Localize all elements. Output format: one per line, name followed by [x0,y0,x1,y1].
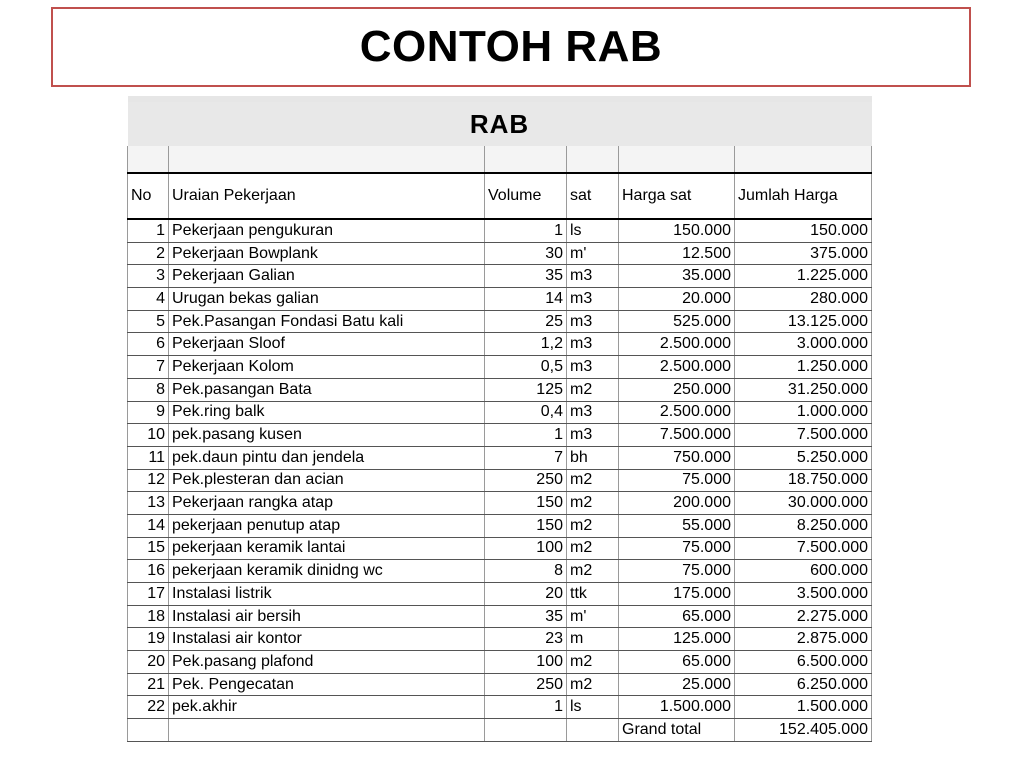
col-header-jumlah-harga: Jumlah Harga [735,173,872,219]
cell-uraian: pekerjaan keramik dinidng wc [169,560,485,583]
cell-volume: 150 [485,514,567,537]
table-row [128,605,872,628]
table-row [128,288,872,311]
grand-total-row [128,719,872,742]
cell-sat: m2 [567,492,619,515]
cell-sat: m2 [567,560,619,583]
col-header-no: No [128,173,169,219]
cell-uraian: Urugan bekas galian [169,288,485,311]
empty-cell [485,719,567,742]
cell-uraian: pek.daun pintu dan jendela [169,446,485,469]
cell-no: 11 [128,446,169,469]
table-row [128,492,872,515]
table-row [128,560,872,583]
cell-volume: 150 [485,492,567,515]
grand-total-label: Grand total [619,719,735,742]
cell-harga-sat: 2.500.000 [619,401,735,424]
cell-uraian: Pek. Pengecatan [169,673,485,696]
cell-uraian: Pekerjaan Kolom [169,356,485,379]
cell-uraian: Pekerjaan Sloof [169,333,485,356]
cell-no: 14 [128,514,169,537]
cell-jumlah-harga: 2.275.000 [735,605,872,628]
cell-jumlah-harga: 6.250.000 [735,673,872,696]
cell-jumlah-harga: 6.500.000 [735,651,872,674]
table-row [128,378,872,401]
cell-harga-sat: 200.000 [619,492,735,515]
cell-sat: m2 [567,673,619,696]
cell-volume: 1 [485,696,567,719]
cell-volume: 100 [485,651,567,674]
rab-table [127,96,872,742]
table-row [128,673,872,696]
cell-harga-sat: 2.500.000 [619,356,735,379]
grand-total-value: 152.405.000 [735,719,872,742]
cell-sat: ttk [567,583,619,606]
table-row [128,537,872,560]
cell-sat: m3 [567,265,619,288]
table-row [128,265,872,288]
cell-sat: ls [567,696,619,719]
cell-uraian: pekerjaan keramik lantai [169,537,485,560]
sheet-title: RAB [128,102,872,146]
cell-sat: m3 [567,401,619,424]
cell-jumlah-harga: 7.500.000 [735,424,872,447]
cell-volume: 35 [485,605,567,628]
cell-harga-sat: 175.000 [619,583,735,606]
cell-sat: m2 [567,651,619,674]
cell-no: 6 [128,333,169,356]
header-row [128,173,872,219]
cell-uraian: pek.pasang kusen [169,424,485,447]
cell-volume: 100 [485,537,567,560]
cell-jumlah-harga: 1.500.000 [735,696,872,719]
cell-uraian: Instalasi air kontor [169,628,485,651]
cell-volume: 35 [485,265,567,288]
cell-volume: 250 [485,469,567,492]
cell-uraian: Instalasi listrik [169,583,485,606]
cell-jumlah-harga: 7.500.000 [735,537,872,560]
table-row [128,401,872,424]
col-header-volume: Volume [485,173,567,219]
table-row [128,651,872,674]
cell-no: 19 [128,628,169,651]
cell-no: 7 [128,356,169,379]
cell-sat: m2 [567,378,619,401]
cell-uraian: Pek.pasang plafond [169,651,485,674]
cell-volume: 30 [485,242,567,265]
cell-volume: 14 [485,288,567,311]
cell-no: 10 [128,424,169,447]
cell-no: 8 [128,378,169,401]
table-row [128,219,872,242]
empty-cell [567,719,619,742]
cell-uraian: Pekerjaan Bowplank [169,242,485,265]
cell-sat: m3 [567,356,619,379]
cell-jumlah-harga: 1.250.000 [735,356,872,379]
cell-uraian: Pekerjaan pengukuran [169,219,485,242]
cell-jumlah-harga: 3.000.000 [735,333,872,356]
table-row [128,628,872,651]
cell-jumlah-harga: 3.500.000 [735,583,872,606]
cell-volume: 1 [485,424,567,447]
cell-volume: 23 [485,628,567,651]
cell-jumlah-harga: 600.000 [735,560,872,583]
cell-no: 3 [128,265,169,288]
cell-volume: 0,5 [485,356,567,379]
cell-no: 20 [128,651,169,674]
slide-title: CONTOH RAB [359,22,663,71]
cell-uraian: Pekerjaan Galian [169,265,485,288]
cell-sat: m2 [567,469,619,492]
cell-no: 1 [128,219,169,242]
cell-uraian: Pek.Pasangan Fondasi Batu kali [169,310,485,333]
cell-sat: m' [567,605,619,628]
table-row [128,514,872,537]
cell-no: 4 [128,288,169,311]
gap-row [128,146,872,173]
cell-harga-sat: 20.000 [619,288,735,311]
cell-uraian: pekerjaan penutup atap [169,514,485,537]
cell-harga-sat: 75.000 [619,537,735,560]
cell-jumlah-harga: 375.000 [735,242,872,265]
cell-harga-sat: 250.000 [619,378,735,401]
cell-jumlah-harga: 30.000.000 [735,492,872,515]
cell-harga-sat: 75.000 [619,560,735,583]
cell-harga-sat: 2.500.000 [619,333,735,356]
cell-sat: m3 [567,333,619,356]
cell-uraian: Pek.plesteran dan acian [169,469,485,492]
empty-cell [169,719,485,742]
cell-harga-sat: 35.000 [619,265,735,288]
cell-jumlah-harga: 13.125.000 [735,310,872,333]
table-row [128,469,872,492]
cell-harga-sat: 25.000 [619,673,735,696]
table-row [128,310,872,333]
cell-harga-sat: 750.000 [619,446,735,469]
cell-harga-sat: 125.000 [619,628,735,651]
cell-sat: m' [567,242,619,265]
table-row [128,446,872,469]
cell-volume: 8 [485,560,567,583]
table-row [128,242,872,265]
cell-volume: 1 [485,219,567,242]
cell-no: 2 [128,242,169,265]
cell-harga-sat: 55.000 [619,514,735,537]
cell-sat: m3 [567,288,619,311]
col-header-sat: sat [567,173,619,219]
table-row [128,696,872,719]
sheet-title-row [128,102,872,146]
cell-volume: 125 [485,378,567,401]
cell-no: 13 [128,492,169,515]
cell-uraian: Pekerjaan rangka atap [169,492,485,515]
table-row [128,356,872,379]
empty-cell [128,719,169,742]
cell-sat: m2 [567,537,619,560]
cell-uraian: Instalasi air bersih [169,605,485,628]
col-header-harga-sat: Harga sat [619,173,735,219]
cell-jumlah-harga: 1.225.000 [735,265,872,288]
cell-no: 18 [128,605,169,628]
cell-harga-sat: 7.500.000 [619,424,735,447]
cell-jumlah-harga: 2.875.000 [735,628,872,651]
cell-jumlah-harga: 18.750.000 [735,469,872,492]
cell-jumlah-harga: 31.250.000 [735,378,872,401]
table-row [128,583,872,606]
cell-harga-sat: 1.500.000 [619,696,735,719]
cell-sat: m3 [567,310,619,333]
cell-volume: 0,4 [485,401,567,424]
cell-jumlah-harga: 280.000 [735,288,872,311]
cell-sat: m [567,628,619,651]
cell-harga-sat: 150.000 [619,219,735,242]
spreadsheet [127,96,873,768]
cell-sat: bh [567,446,619,469]
cell-no: 9 [128,401,169,424]
cell-no: 16 [128,560,169,583]
cell-volume: 1,2 [485,333,567,356]
cell-no: 15 [128,537,169,560]
cell-sat: ls [567,219,619,242]
cell-no: 22 [128,696,169,719]
cell-uraian: Pek.pasangan Bata [169,378,485,401]
cell-uraian: pek.akhir [169,696,485,719]
cell-harga-sat: 12.500 [619,242,735,265]
cell-jumlah-harga: 8.250.000 [735,514,872,537]
cell-jumlah-harga: 150.000 [735,219,872,242]
table-row [128,424,872,447]
cell-harga-sat: 75.000 [619,469,735,492]
cell-volume: 20 [485,583,567,606]
cell-volume: 25 [485,310,567,333]
cell-sat: m3 [567,424,619,447]
cell-harga-sat: 65.000 [619,651,735,674]
cell-no: 5 [128,310,169,333]
cell-harga-sat: 65.000 [619,605,735,628]
cell-sat: m2 [567,514,619,537]
cell-no: 12 [128,469,169,492]
cell-no: 21 [128,673,169,696]
rab-table-body [128,96,872,741]
cell-uraian: Pek.ring balk [169,401,485,424]
cell-no: 17 [128,583,169,606]
cell-jumlah-harga: 5.250.000 [735,446,872,469]
slide-title-box [51,7,971,87]
table-row [128,333,872,356]
cell-harga-sat: 525.000 [619,310,735,333]
cell-volume: 250 [485,673,567,696]
cell-volume: 7 [485,446,567,469]
col-header-uraian: Uraian Pekerjaan [169,173,485,219]
cell-jumlah-harga: 1.000.000 [735,401,872,424]
